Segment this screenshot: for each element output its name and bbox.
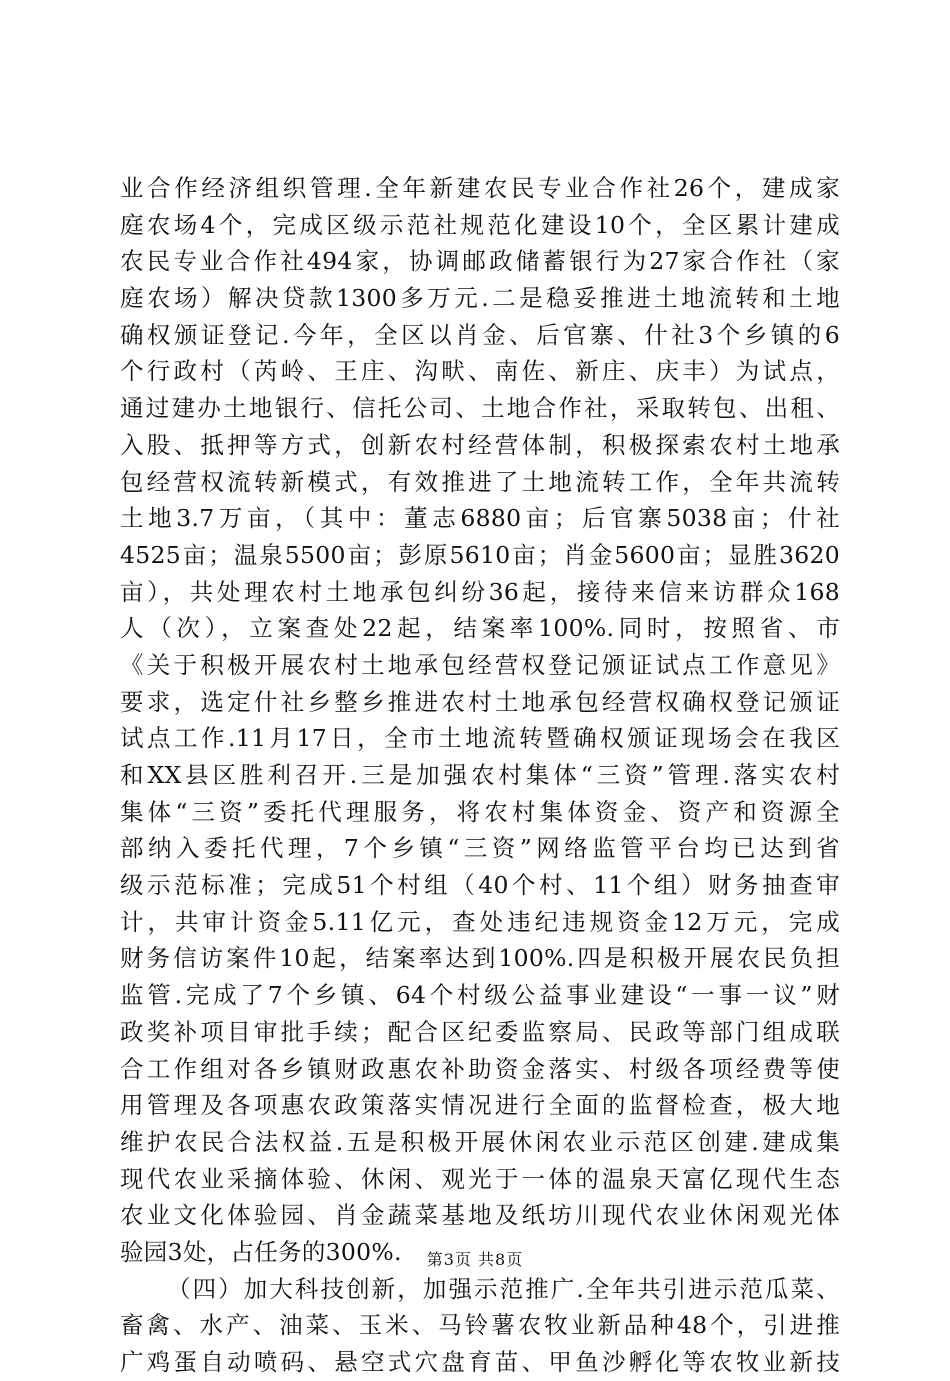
body-text [120, 170, 840, 1381]
text-line: 和XX县区胜利召开.三是加强农村集体“三资”管理.落实农村 [120, 761, 840, 789]
text-line: 用管理及各项惠农政策落实情况进行全面的监督检查，极大地 [120, 1091, 840, 1120]
text-line: 集体“三资”委托代理服务，将农村集体资金、资产和资源全 [120, 797, 840, 826]
text-line: 维护农民合法权益.五是积极开展休闲农业示范区创建.建成集 [120, 1127, 840, 1156]
text-line: 畜禽、水产、油菜、玉米、马铃薯农牧业新品种48个，引进推 [120, 1311, 840, 1340]
text-line: 农民专业合作社494家，协调邮政储蓄银行为27家合作社（家 [120, 247, 840, 276]
text-line: （四）加大科技创新，加强示范推广.全年共引进示范瓜菜、 [167, 1274, 840, 1303]
text-line: 土地3.7万亩，（其中：董志6880亩；后官寨5038亩；什社 [120, 504, 840, 533]
text-line: 通过建办土地银行、信托公司、土地合作社，采取转包、出租、 [120, 394, 840, 423]
text-line: 4525亩；温泉5500亩；彭原5610亩；肖金5600亩；显胜3620 [120, 540, 840, 569]
text-line: 级示范标准；完成51个村组（40个村、11个组）财务抽查审 [120, 871, 840, 900]
text-line: 庭农场）解决贷款1300多万元.二是稳妥推进土地流转和土地 [120, 284, 840, 313]
text-line: 确权颁证登记.今年，全区以肖金、后官寨、什社3个乡镇的6 [120, 320, 840, 349]
page-footer: 第3页 共8页 [426, 1250, 524, 1269]
text-line: 合工作组对各乡镇财政惠农补助资金落实、村级各项经费等使 [120, 1054, 840, 1083]
text-line: 农业文化体验园、肖金蔬菜基地及纸坊川现代农业休闲观光体 [120, 1201, 840, 1230]
text-line: 入股、抵押等方式，创新农村经营体制，积极探索农村土地承 [120, 430, 840, 459]
text-line: 验园3处，占任务的300%. [120, 1237, 402, 1266]
text-line: 财务信访案件10起，结案率达到100%.四是积极开展农民负担 [120, 944, 840, 973]
text-line: 个行政村（芮岭、王庄、沟畎、南佐、新庄、庆丰）为试点， [120, 357, 840, 386]
text-line: 政奖补项目审批手续；配合区纪委监察局、民政等部门组成联 [120, 1017, 840, 1046]
text-line: 业合作经济组织管理.全年新建农民专业合作社26个，建成家 [120, 174, 840, 202]
text-line: 庭农场4个，完成区级示范社规范化建设10个，全区累计建成 [120, 210, 840, 239]
text-line: 试点工作.11月17日，全市土地流转暨确权颁证现场会在我区 [120, 724, 840, 753]
text-line: 监管.完成了7个乡镇、64个村级公益事业建设“一事一议”财 [120, 981, 840, 1010]
text-line: 计，共审计资金5.11亿元，查处违纪违规资金12万元，完成 [120, 907, 840, 936]
text-line: 现代农业采摘体验、休闲、观光于一体的温泉天富亿现代生态 [120, 1164, 840, 1193]
text-line: 广鸡蛋自动喷码、悬空式穴盘育苗、甲鱼沙孵化等农牧业新技 [120, 1348, 840, 1376]
text-line: 人（次），立案查处22起，结案率100%.同时，按照省、市 [120, 614, 840, 643]
text-line: 要求，选定什社乡整乡推进农村土地承包经营权确权登记颁证 [120, 687, 840, 716]
text-line: 包经营权流转新模式，有效推进了土地流转工作，全年共流转 [120, 467, 840, 496]
text-line: 《关于积极开展农村土地承包经营权登记颁证试点工作意见》 [120, 650, 840, 679]
text-line: 部纳入委托代理，7个乡镇“三资”网络监管平台均已达到省 [120, 834, 840, 863]
text-line: 亩），共处理农村土地承包纠纷36起，接待来信来访群众168 [120, 577, 840, 606]
